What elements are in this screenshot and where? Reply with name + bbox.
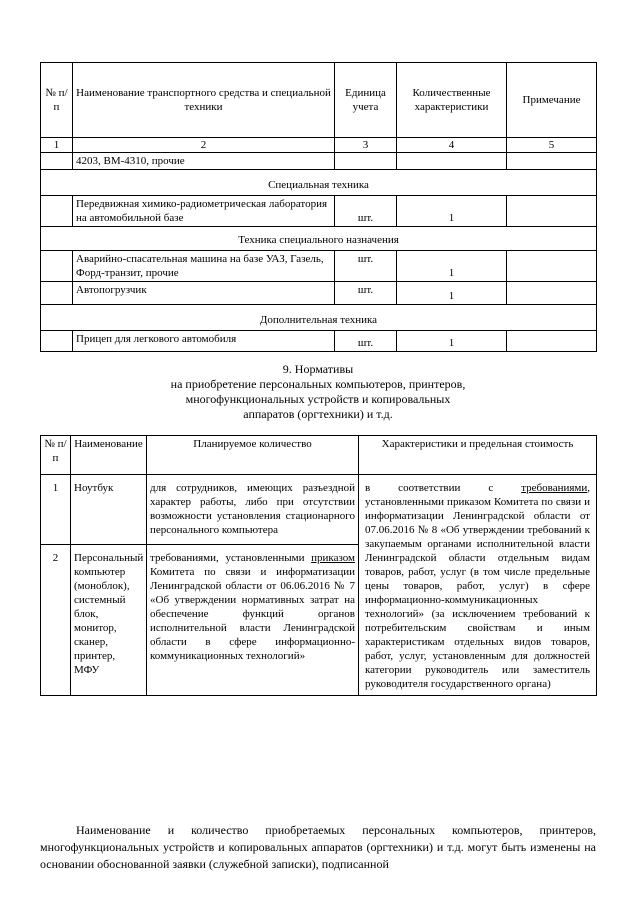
table-row <box>41 331 597 352</box>
header-qty: Планируемое количество <box>147 436 359 475</box>
characteristics-cell <box>359 475 597 696</box>
section-subtitle: многофункциональных устройств и копировальных <box>185 392 451 406</box>
row-qty: 1 <box>397 331 507 352</box>
row-name: Автопогрузчик <box>73 282 335 305</box>
row-unit: шт. <box>335 331 397 352</box>
row-unit: шт. <box>335 282 397 305</box>
qty-text-post: Комитета по связи и информатизации Ленинградской области от 06.06.2016 № 7 «Об утверждении нормативных затрат на обеспечение функций органов исполнительной власти Ленинградской области в сфере информационно-коммуникационных технологий» <box>150 566 355 662</box>
row-num: 1 <box>41 475 71 545</box>
row-name: Аварийно-спасательная машина на базе УАЗ, Газель, Форд-транзит, прочие <box>73 251 335 282</box>
row-unit: шт. <box>335 196 397 227</box>
section-heading: Техника специального назначения <box>41 227 597 251</box>
table-row <box>41 196 597 227</box>
qty-text-pre: требованиями, установленными <box>150 552 305 564</box>
char-text-post: , установленными приказом Комитета по связи и информатизации Ленинградской области от 07.06.2016 № 8 «Об утверждении требований к закупаемым органами исполнительной власти Ленинградской области отдельным видам товаров, работ, услуг (в том числе предельные цены товаров, работ, услуг) в сфере информационно-коммуникационных технологий» (за исключением требований к потребительским свойствам и иным характеристикам отдельных видов товаров, работ, услуг, установленным для должностей категории руководитель или заместитель руководителя государственного органа) <box>365 482 591 690</box>
row-qty <box>147 545 359 696</box>
header-characteristics: Характеристики и предельная стоимость <box>359 436 597 475</box>
col-number-3: 3 <box>335 138 397 153</box>
section-subtitle: аппаратов (оргтехники) и т.д. <box>243 407 393 421</box>
row-unit: шт. <box>335 251 397 282</box>
header-note: Примечание <box>507 63 597 138</box>
computers-table <box>40 435 597 696</box>
header-num: № п/п <box>41 63 73 138</box>
row-qty: 1 <box>397 251 507 282</box>
row-name: Прицеп для легкового автомобиля <box>73 331 335 352</box>
section-title: 9. Нормативы <box>282 362 354 376</box>
row-qty: 1 <box>397 282 507 305</box>
section-9-heading <box>40 362 596 422</box>
row-name: Персональный компьютер (моноблок), системный блок, монитор, сканер, принтер, МФУ <box>71 545 147 696</box>
col-number-5: 5 <box>507 138 597 153</box>
row-name: Ноутбук <box>71 475 147 545</box>
row-name: Передвижная химико-радиометрическая лаборатория на автомобильной базе <box>73 196 335 227</box>
row-num: 2 <box>41 545 71 696</box>
row-qty: 1 <box>397 196 507 227</box>
table-row <box>41 153 597 170</box>
body-paragraph: Наименование и количество приобретаемых персональных компьютеров, принтеров, многофункциональных устройств и копировальных аппаратов (оргтехники) и т.д. могут быть изменены на основании обоснованной заявки (служебной записки), подписанной <box>40 823 596 871</box>
requirements-link[interactable]: требованиями <box>521 482 588 494</box>
table-row <box>41 282 597 305</box>
transport-table <box>40 62 597 352</box>
row-qty: для сотрудников, имеющих разъездной характер работы, либо при отсутствии возможности установления стационарного персонального компьютера <box>147 475 359 545</box>
col-number-1: 1 <box>41 138 73 153</box>
header-unit: Единица учета <box>335 63 397 138</box>
header-qty: Количественные характеристики <box>397 63 507 138</box>
char-text-pre: в соответствии с <box>365 482 494 494</box>
section-subtitle: на приобретение персональных компьютеров, принтеров, <box>170 377 466 391</box>
section-heading: Специальная техника <box>41 170 597 196</box>
header-name: Наименование <box>71 436 147 475</box>
table-row <box>41 251 597 282</box>
col-number-2: 2 <box>73 138 335 153</box>
order-link[interactable]: приказом <box>311 552 355 564</box>
row-name: 4203, ВМ-4310, прочие <box>73 153 335 170</box>
col-number-4: 4 <box>397 138 507 153</box>
section-heading: Дополнительная техника <box>41 305 597 331</box>
header-num: № п/п <box>41 436 71 475</box>
table-row <box>41 475 597 545</box>
header-name: Наименование транспортного средства и специальной техники <box>73 63 335 138</box>
